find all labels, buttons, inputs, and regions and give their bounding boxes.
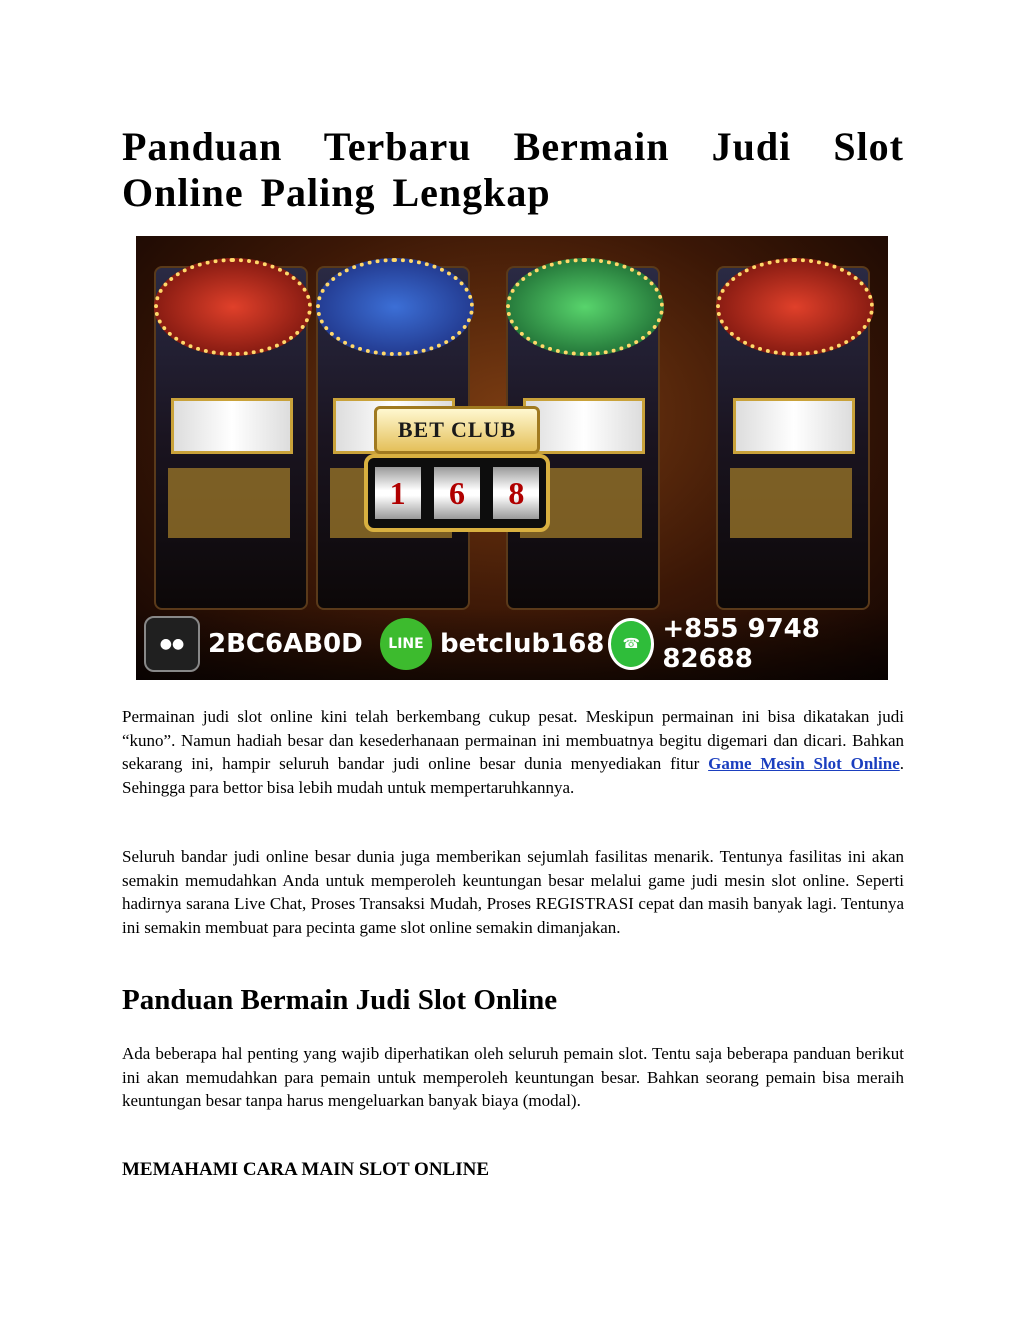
machine-reels bbox=[171, 398, 293, 454]
line-icon: LINE bbox=[380, 618, 432, 670]
section-heading: MEMAHAMI CARA MAIN SLOT ONLINE bbox=[122, 1159, 490, 1180]
paragraph-facilities: Seluruh bandar judi online besar dunia juga memberikan sejumlah fasilitas menarik. Tentunya fasilitas ini akan semakin memudahkan Anda untuk memperoleh keuntungan besar melalui game judi mesin slot online. Seperti hadirnya sarana Live Chat, Proses Transaksi Mudah, Proses REGISTRASI cepat dan masih banyak lagi. Tentunya ini semakin membuat para pecinta game slot online semakin dimanjakan. bbox=[122, 847, 904, 937]
machine-dome bbox=[316, 258, 474, 356]
paragraph-text: . Sehingga para bettor bisa lebih mudah untuk mempertaruhkannya. bbox=[122, 754, 904, 797]
machine-reels bbox=[733, 398, 855, 454]
page-title: Panduan Terbaru Bermain Judi Slot Online Paling Lengkap bbox=[122, 124, 904, 215]
paragraph-guide: Ada beberapa hal penting yang wajib diperhatikan oleh seluruh pemain slot. Tentu saja beberapa panduan berikut ini akan memudahkan para pemain untuk memperoleh keuntungan besar. Bahkan seorang pemain bisa meraih keuntungan besar tanpa harus mengeluarkan banyak biaya (modal). bbox=[122, 1044, 904, 1110]
machine-paytable bbox=[730, 468, 852, 538]
bbm-icon: ●● bbox=[144, 616, 200, 672]
section-subheading: Panduan Bermain Judi Slot Online bbox=[122, 984, 558, 1016]
line-id: betclub168 bbox=[440, 629, 605, 659]
machine-dome bbox=[154, 258, 312, 356]
slot-machine bbox=[716, 266, 870, 610]
bbm-pin: 2BC6AB0D bbox=[208, 629, 363, 659]
logo-digit: 8 bbox=[493, 467, 539, 519]
contact-whatsapp bbox=[608, 614, 888, 674]
logo-digit: 1 bbox=[375, 467, 421, 519]
machine-dome bbox=[506, 258, 664, 356]
logo-digit: 6 bbox=[434, 467, 480, 519]
contact-bbm bbox=[144, 618, 363, 670]
machine-paytable bbox=[168, 468, 290, 538]
paragraph-text: Permainan judi slot online kini telah berkembang cukup pesat. Meskipun permainan ini bisa dikatakan judi “kuno”. Namun hadiah besar dan kesederhanaan permainan ini membuatnya begitu digemari dan dicari. Bahkan sekarang ini, hampir seluruh bandar judi online besar dunia menyediakan fitur bbox=[122, 707, 904, 773]
hero-image bbox=[136, 236, 888, 680]
contact-bar bbox=[136, 608, 888, 680]
contact-line bbox=[380, 618, 604, 670]
game-slot-link[interactable]: Game Mesin Slot Online bbox=[708, 754, 900, 773]
machine-dome bbox=[716, 258, 874, 356]
logo-reels bbox=[364, 454, 550, 532]
whatsapp-number: +855 9748 82688 bbox=[662, 614, 820, 674]
whatsapp-icon: ☎ bbox=[608, 618, 654, 670]
slot-machine bbox=[154, 266, 308, 610]
bet-club-logo bbox=[364, 406, 544, 526]
paragraph-intro bbox=[122, 705, 904, 799]
logo-title: BET CLUB bbox=[374, 406, 540, 454]
